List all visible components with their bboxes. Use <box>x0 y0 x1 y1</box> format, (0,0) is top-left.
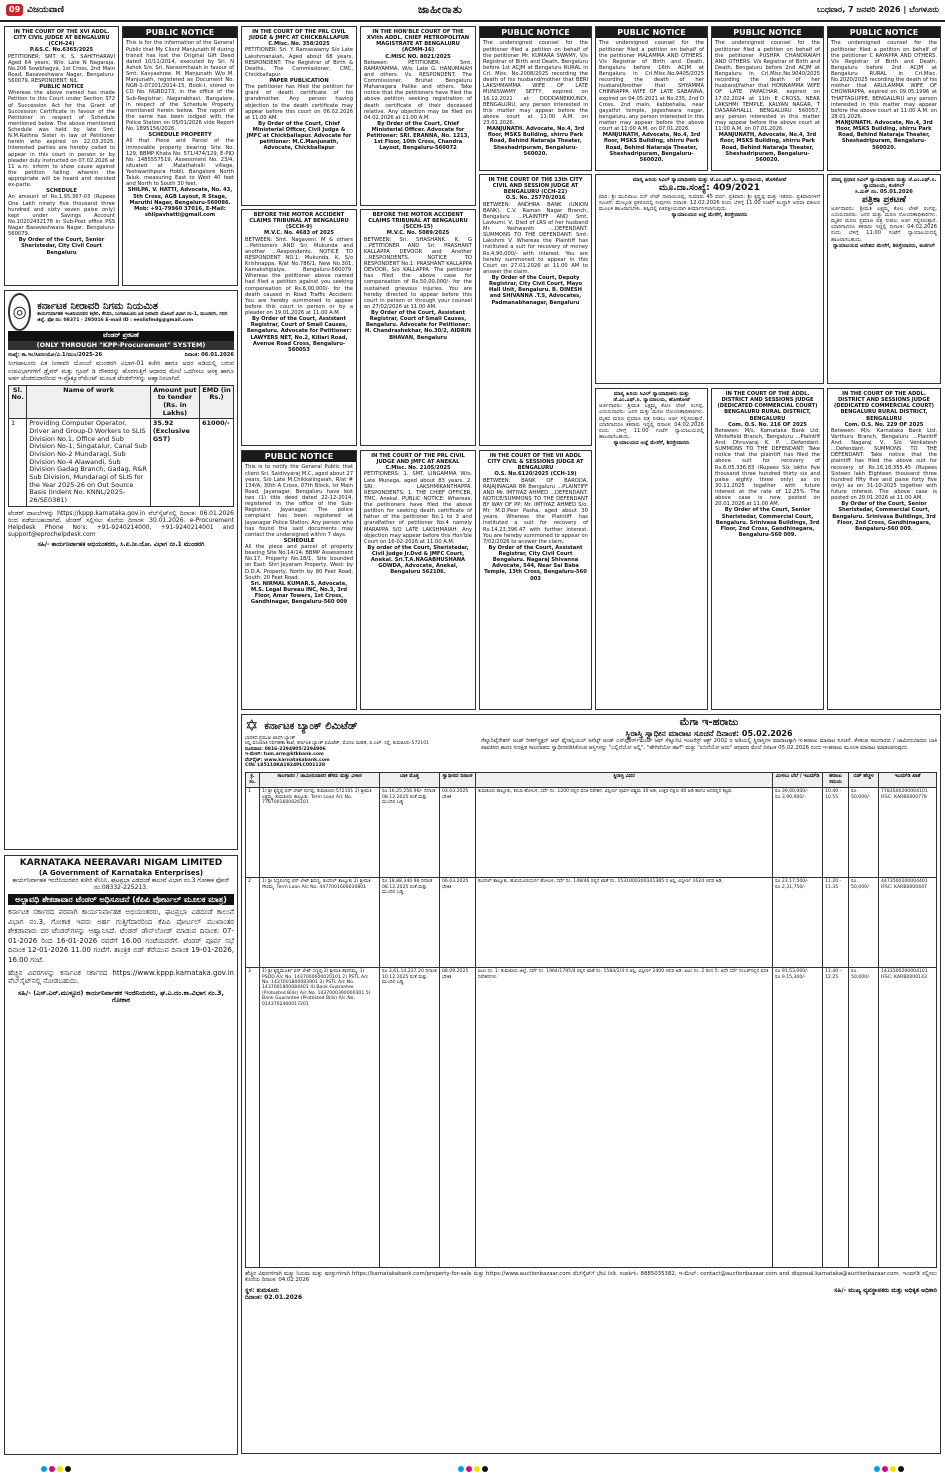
notice-sign: By Order of the Court, Senior Sheristedar, City Civil Court Bengaluru <box>18 237 105 256</box>
auction-title: ಮೆಗಾ ಇ-ಹರಾಜು <box>679 717 739 728</box>
table-cell: 35.92 (Exclusive GST) <box>150 419 199 506</box>
notice-body: This is for the information of the General Public that My Client Manjunath M during transit has lost the Original Gift Deed dated 10/11/2014, executed by Sri. N Ashok S/o. Sri. Narasimhaiah in favour of Smt. Kavyashree. M. Manjunath W/o M. Manjunath, registered as Document No. NGB-1-07201/2014-15, Book-I, stored in CD No. NGBD273, in the office of the Sub-Registrar, Nagarabhavi, Bangalore, in respect of the Schedule Property mentioned herein below. The report of the same has been lodged with the Police Station on 05/01/2026 vide Report No. 1895156/2026. <box>126 40 234 133</box>
case-number: O.S. No.6120/2025 (CCH-19) <box>494 471 577 478</box>
notice-body: This is to notify the General Public that client Sri. Saidivyaraj M.C, aged about 27 years, S/o Late M.Chikkalingaiah, R/at # 134/A, 30th A Cross, 07th Block, Ist Main Road, Jayanagar, Bengaluru have lost two (1) title deed dated 22-12-2014, registered in the office of the Sub-Registrar, Jayanagar. The police complaint has been registered at Jayanagar Police Station. Any person who has found the said documents may contact the undersigned within 7 days. <box>245 464 353 538</box>
registration-dot <box>458 1466 464 1472</box>
notice-title: PUBLIC NOTICE <box>480 27 591 38</box>
notice-sign: By Order of the Court, Assistant Registrar, City Civil Court Bengaluru. Nagaraj Shivanna Advocate, 544, Near Sai Baba Temple, 13th Cross, Bengaluru-560 003 <box>484 544 587 582</box>
registration-dot <box>882 1466 888 1472</box>
kannada-notice-mid <box>595 388 708 710</box>
kannada-press-notice <box>827 174 941 384</box>
court-name: BEFORE THE MOTOR ACCIDENT CLAIMS TRIBUNAL AT BENGALURU (SCCH-15) <box>368 212 468 231</box>
case-number: P.&S.C. No.6365/2025 <box>29 47 94 54</box>
registration-dot <box>474 1466 480 1472</box>
notice-body: PETITIONERS: 1. SMT. LINGAMMA W/o. Late Munega, aged about 83 years. 2. SRI. LAKSHMIKANTHAPPA. RESPONDENTS: 1. THE CHIEF OFFICER, TMC, Anekal. PUBLIC NOTICE: Whereas, the petitioners have filed the above petition for seeking death certificate of father of the petitioner No.1 to 3 and grandfather of petitioner No.4 namely MARAPPA S/O LATE LAKSHMAIAH. Any objection may appear before this Hon'ble Court on 16-02-2026 at 11:00 A.M. <box>364 471 472 545</box>
table-cell: ರೂ.18,88,340.96 ದಿನಾಂಕ 08.12.2025 ರಂತೆ ಮತ್ತು ಮುಂದಿನ ಬಡ್ಡಿ <box>380 878 440 968</box>
bank-name: ಕರ್ನಾಟಕ ಬ್ಯಾಂಕ್ ಲಿಮಿಟೆಡ್ <box>264 720 358 732</box>
notice-title: PUBLIC NOTICE <box>242 451 356 462</box>
table-cell: ರೂ.16,25,256.96/- ದಿನಾಂಕ 08.12.2025 ರಂತೆ ಮತ್ತು ಮುಂದಿನ ಬಡ್ಡಿ <box>380 788 440 878</box>
tender-table <box>8 385 234 507</box>
table-header: ಸ್ವಾಧೀನದ ದಿನಾಂಕ <box>440 773 476 788</box>
notice-title: ಪತ್ರಿಕಾ ಪ್ರಕಟಣೆ <box>862 195 906 206</box>
table-header: ಇಎಮ್‌ಡಿ ಖಾತೆ <box>879 773 937 788</box>
case-number: ಸಿ.ಮಿಸ್ ನಂ. 05.01.2026 <box>855 189 913 196</box>
case-number: M.V.C. No. 4683 of 2025 <box>263 230 335 237</box>
paper-publication-notice <box>241 26 357 206</box>
court-name: ಮಾನ್ಯ ಹಿರಿಯ ಸಿವಿಲ್ ನ್ಯಾಯಾಧೀಶರು ಮತ್ತು ಜೆ.ಎಂ.ಎಫ್.ಸಿ. ನ್ಯಾಯಾಲಯ, ಹೊಸಕೋಟೆ <box>632 177 787 183</box>
court-name: IN THE COURT OF THE 13th CITY CIVIL AND SESSION JUDGE AT BENGALURU (CCH-22) <box>488 177 583 196</box>
schedule-body: All the piece and parcel of property bearing Site No.14/14, BBMP Assessment No.17, Property No.18/1, Site bounded on East: Shri Jeyaram Property, West: by D.D.A. Property, North by 80 Feet Road, South: 20 Feet Road. <box>245 544 353 581</box>
bank-banner <box>245 717 475 736</box>
public-notice-2 <box>595 26 708 171</box>
notice-sign: Sri. NIRMAL KUMAR.S, Advocate, M.S. Legal Bureau INC, No.3, 3rd Floor, Amar Towers, 1st Cross, Gandhinagar, Bengaluru-560 009 <box>250 580 348 606</box>
registration-dot <box>466 1466 472 1472</box>
case-number: C.MISC NO. 8021/2025 <box>385 53 451 60</box>
knnl-tender-notice <box>4 290 238 850</box>
notice-body: The undersigned counsel for the petitioner filed a petition on behalf of the petitioner C RAYAPPA AND OTHERS. V/s Registrar of Birth and Death, Bengaluru before 2nd ACJM at Bengaluru RURAL in Crl.Misc. No.2020/2025 recording the death of his mother that ARULAMMA WIFE OF CHOWRAPPA, expired on 09.05.1996 at THATTAGUPPE, BENGALURU any person interested in this matter may appear before the above court at 11:00 A.M. on 28.01.2026. <box>831 40 937 120</box>
table-cell: ಕುಣಿಗಲ್ ತಾಲ್ಲೂಕು, ಹುಲಿಯೂರುದುರ್ಗ ಹೋಬಳಿ, ಸರ್ವೆ ನಂ. 148/46 ರಲ್ಲಿನ ಖಾತೆ ನಂ. 1531000200341385 ರ ಆಸ್ತಿ, ವಿಸ್ತೀರ್ಣ 1624 ಚದರ ಅಡಿ. <box>476 878 773 968</box>
registration-marks-left <box>40 1466 72 1474</box>
notice-parties: PETITIONER: Sri. Y. Ramaswamy S/o Late Lakshmanaiah, Aged about 68 years. RESPONDENT: The Registrar of Birth & Deaths, The Commissioner, CMC, Chickballapur. <box>245 47 353 78</box>
bank-star-logo-icon: ✡ <box>245 716 259 735</box>
notice-sign: By Order of the Court, Senior Sheristedar, Commercial Court, Bengaluru. Srinivasa Buildings, 3rd Floor, 2nd Cross, Gandhinagara, Bengaluru-560 009. <box>832 501 936 532</box>
tender-date: ದಿನಾಂಕ: 06.01.2026 <box>184 352 234 359</box>
registration-dot <box>482 1466 488 1472</box>
table-header: ಬಾಕಿ ಮೊತ್ತ <box>380 773 440 788</box>
case-number: C.Misc. No. 2105/2025 <box>385 465 451 472</box>
schedule-body: All that Piece and Parcel of the immovable property bearing Site No. 129, BBMP Khata No. 571/474/129, E-PID No. 1485557519, Assessment No. 23/4, situated at Malathahalli village, Yeshwanthpura Hobli, Bangalore North Taluk, measuring East to West 40 feet and North to South 30 feet. <box>126 138 234 188</box>
table-header: ಸ್ಥಿರಾಸ್ತಿ ವಿವರ <box>476 773 773 788</box>
case-number: Com. O.S. No. 216 OF 2025 <box>728 421 807 428</box>
case-number: ಮೂ.ದಾ.ಸಂಖ್ಯೆ: 409/2021 <box>659 183 760 194</box>
notice-body: The undersigned counsel for the petitioner filed a petition on behalf of the petitioner MALAMMA AND OTHERS. V/s Registrar of Birth and Death, Bengaluru before 16th ACJM at Bengaluru in Crl.Misc.No.9405/2025 recording the death of her husband/brother that SHYAMMA CHINNAPPA WIFE OF LATE SABANNA, expired on 04.05.2021 at No.235, 2nd D Cross, 2nd main, kabbehalla, near gayathri temple, jogeshwara nagar, bengaluru, any person interested in this matter may appear before the above court at 11:00 A.M. on 07.01.2026. <box>599 40 704 133</box>
table-header: ಬಿಡ್ ಹೆಚ್ಚಳ <box>849 773 879 788</box>
table-cell: 1 <box>9 419 27 506</box>
schedule-title: SCHEDULE <box>283 537 315 544</box>
case-number: Com. O.S. No. 229 OF 2025 <box>844 421 924 428</box>
bank-tagline: ಭಾರತದ ಪ್ರಮುಖ ಖಾಸಗಿ ಬ್ಯಾಂಕ್ <box>245 735 296 741</box>
notice-title: PAPER PUBLICATION <box>269 78 329 84</box>
org-name: KARNATAKA NEERAVARI NIGAM LIMITED <box>19 858 223 868</box>
table-cell: 61000/- <box>200 419 234 506</box>
anekal-notice <box>360 450 476 710</box>
lost-deed-notice <box>122 26 238 286</box>
table-cell: 4473500200004401 IFSC: KARB0000447 <box>879 878 937 968</box>
notice-sign: By Order of the Court, Chief Ministerial Officer, Civil Judge & JMFC at Chickballapur. Advocate for petitioner: M.C.Manjunath, Advocate, Chickballapur <box>246 120 352 152</box>
notice-parties: PETITIONER: SMT. K. S. SAHITHARAVI Aged 64 years, W/o. Late N Nagaraja, No.206 Sowbhagya, 1st Cross, 2nd Main Road, Basaveshwara Nagar, Bengaluru-560079. RESPONDENT: NIL <box>8 53 115 84</box>
court-name: IN THE COURT OF THE PRL CIVIL JUDGE & JMFC AT CHICKBALLAPUR <box>248 29 350 42</box>
table-header: Sl. No. <box>9 385 27 419</box>
registration-dot <box>65 1466 71 1472</box>
court-name: IN THE COURT OF THE VII ADDL CITY CIVIL & SESSIONS JUDGE AT BENGALURU <box>487 453 584 472</box>
table-header: ಹರಾಜು ಸಮಯ <box>823 773 849 788</box>
bank-email: ಇ-ಮೇಲ್: tum.arm@ktkbank.com <box>245 752 324 758</box>
kannada-court-notice <box>595 174 824 384</box>
table-header: ಕ್ರ. ಸಂ. <box>246 773 260 788</box>
succession-notice <box>4 26 119 286</box>
table-header: Amount put to tender (Rs. in Lakhs) <box>150 385 199 419</box>
print-registration-marks <box>0 1466 945 1474</box>
notice-sign: ನ್ಯಾಯಾಲಯದ ಆದೇಶದ ಮೇರೆಗೆ, ಶಿರಸ್ತೇದಾರರು, ಕುಣಿಗಲ್ <box>833 242 935 249</box>
table-header: ಸಾಲಗಾರರ / ಜಾಮೀನುದಾರರ ಹೆಸರು ಮತ್ತು ವಿಳಾಸ <box>260 773 380 788</box>
registration-dot <box>57 1466 63 1472</box>
table-cell: ಐಟಂ ನಂ. 1: ತುಮಕೂರು ಜಿಲ್ಲೆ, ಸರ್ವೆ ನಂ. 1964/1795/4 ರಲ್ಲಿನ ಖಾತೆ ನಂ. 1584/2/4 ರ ಆಸ್ತಿ, ವಿಸ್ತೀರ್ಣ 2400 ಚದರ ಅಡಿ. ಐಟಂ ನಂ. 2 ರಿಂದ 5: ಅದೇ ಸರ್ವೆ ನಂಬರ್‌ನಲ್ಲಿನ ವಸತಿ ನಿವೇಶನಗಳು. <box>476 968 773 1268</box>
notice-sign: By Order of the Court, Assistant Registrar, Court of Small Causes, Bengaluru. Advocate for Petitioner: H. Chandrashekhar, No.30/2, AIDRIN BHAVAN, Bengaluru <box>365 310 471 341</box>
acmm-notice <box>360 26 476 206</box>
notice-sign: SHILPA. V. HATTI, Advocate, No. 43, 5th Cross, AGB Layout, R Stage, Maruthi Nagar, Bengaluru-560086. Mob: +91-79960 37016, E-Mail: shilpavhatti@gmail.com <box>127 187 233 218</box>
table-cell: ತುಮಕೂರು ತಾಲ್ಲೂಕು, ಕಸಬಾ ಹೋಬಳಿ, ಸರ್ವೆ ನಂ. 1200 ರಲ್ಲಿನ ವಸತಿ ನಿವೇಶನ, ವಿಸ್ತೀರ್ಣ ಪೂರ್ವ-ಪಶ್ಚಿಮ 30 ಅಡಿ, ಉತ್ತರ-ದಕ್ಷಿಣ 40 ಅಡಿ ಹಾಗೂ ಅದರಲ್ಲಿನ ಕಟ್ಟಡ. <box>476 788 773 878</box>
notice-body: The undersigned counsel for the petitioner filed a petition on behalf of the petitioner Mr. KUMARA SWAMY, V/s Registrar of Birth and Death, Bengaluru before 1st ACJM at Bengaluru RURAL in Crl. Misc. No.2008/2025 recording the death of his husband/mother that BERI LAKSHMAMMA WIFE OF LATE MUNISWAMY SETTY, expired on 16.12.2021 at DODDANEKKUNDI, BENGALURU, any person interested in this matter may appear before the above court at 11:00 A.M. on 23.01.2026. <box>483 40 588 127</box>
table-row <box>246 878 937 968</box>
tender-body: ಸಿಂಗಟಾಲೂರು ಏತ ನೀರಾವರಿ ಯೋಜನೆ ಮುಂಡರಗಿ ವಿಭಾಗ-01 ಕಚೇರಿ ಹಾಗೂ ಅದರ ಅಡಿಯಲ್ಲಿ ಬರುವ ಉಪವಿಭಾಗಗಳಿಗೆ ಡ್ರೈವರ್ ಮತ್ತು ಗ್ರೂಪ್ ಡಿ ನೌಕರರನ್ನು ಹೊರಗುತ್ತಿಗೆ ಆಧಾರದ ಮೇಲೆ ಒದಗಿಸಲು ಆಸಕ್ತ ಹಾಗೂ ಅರ್ಹ ಟೆಂಡರುದಾರರಿಂದ ಇ-ಪ್ರೊಕ್ಯೂರ್‌ಮೆಂಟ್ ಮೂಲಕ ಟೆಂಡರ್‌ಗಳನ್ನು ಆಹ್ವಾನಿಸಲಾಗಿದೆ. <box>8 360 234 382</box>
notice-body: BETWEEN: ANDHRA BANK (UNION BANK), C.V. Raman Nagar Branch, Bengaluru ...PLAINTIFF AND Smt. Lavkumi. V, Died of LRS of her husband Mr. Yeshwanth ...DEFENDANT. SUMMONS TO THE DEFENDANT: Smt. Lakshmi V. Whereas the Plaintiff has instituted a suit for recovery of money Rs.4,90,000/- with interest. You are hereby summoned to appear in this Court on 27.01.2026 at 11.00 AM to answer the claim. <box>483 201 588 275</box>
auction-date: ದಿನಾಂಕ: 02.01.2026 <box>245 1293 303 1301</box>
auction-sign: ಸಹಿ/- ಮುಖ್ಯ ವ್ಯವಸ್ಥಾಪಕರು ಮತ್ತು ಅಧಿಕೃತ ಅಧಿಕಾರಿ <box>834 1286 937 1294</box>
auction-place: ಸ್ಥಳ: ತುಮಕೂರು <box>245 1286 279 1294</box>
case-number: C.Misc. No. 358/2025 <box>268 41 330 48</box>
brand <box>6 4 64 15</box>
notice-body: The petitioner has filed the petition for grant of death certificate of his grandmother. Any person having objection to the death certificate may appear before this court on 06.02.2026 at 11.00 AM. <box>245 84 353 121</box>
court-name: IN THE COURT OF THE ADDL. DISTRICT AND SESSIONS JUDGE (DEDICATED COMMERCIAL COURT) BENGALURU RURAL DISTRICT, BENGALURU <box>833 391 935 422</box>
tender-footer: ಹೆಚ್ಚಿನ ವಿವರಗಳನ್ನು ಕರ್ನಾಟಕ ಸರ್ಕಾರದ https://www.kppp.karnataka.gov.in ವೆಬ್‌ಸೈಟ್‌ನಲ್ಲಿ ನೋಡಬಹುದು. <box>8 969 234 986</box>
registration-dot <box>41 1466 47 1472</box>
table-cell: 1) ಶ್ರೀ ಕೃಷ್ಣಮೂರ್ತಿ ಬಿನ್ ಲೇಟ್ ಸಣ್ಣಪ್ಪ 2) ಶ್ರೀಮತಿ ಶಾರದಮ್ಮ. 1) PSOD A/c No. 1437000600020101 2) PSTL A/c No. 1437001800083901 3) PSTL A/c No. 1437001800084401 4) Bank Guarantee (Protested Bills) A/c No. 1437000390000301 5) Bank Guarantee (Protested Bills) A/c No. 0143702400017201 <box>260 968 380 1268</box>
notice-sign: By Order of the Court, Senior Sheristedar, Commercial Court, Bengaluru. Srinivasa Buildings, 3rd Floor, 2nd Cross, Gandhinagara, Bengaluru-560 009. <box>715 507 820 538</box>
notice-body: The undersigned counsel for the petitioner filed a petition on behalf of the petitioner PUSHPA CHANDRAIAH AND OTHERS. V/s Registrar of Birth and Death, Bengaluru before 2nd ACJM at Bengaluru in Crl.Misc.No.9040/2025 recording the death of her husband/father that HONNAMMA WIFE OF LATE PAPACHAR, expired on 17.02.2024 at 11th E CROSS, NEAR LAKSHMI TEMPLE, KALYAN NAGAR, T DASARAHALLI, BENGALURU 560057, any person interested in this matter may appear before the above court at 11:00 A.M. on 07.01.2026. <box>715 40 820 133</box>
knnl-emblem-icon: ◎ <box>8 293 31 331</box>
court-name: BEFORE THE MOTOR ACCIDENT CLAIMS TRIBUNAL AT BENGALURU (SCCH-9) <box>249 212 349 231</box>
auction-table <box>245 772 937 1268</box>
notice-title: PUBLIC NOTICE <box>828 27 940 38</box>
notice-title: PUBLIC NOTICE <box>123 27 237 38</box>
table-cell: ರೂ.3,61,14,237.20 ದಿನಾಂಕ 10.12.2025 ರಂತೆ ಮತ್ತು ಮುಂದಿನ ಬಡ್ಡಿ <box>380 968 440 1268</box>
masthead <box>0 0 945 22</box>
table-cell: Providing Computer Operator, Driver and Group-D Workers to SLIS Division No.1, Office and Sub Division No-1, Singatalur, Canal Sub Division No-2 Mundaragi, Sub Division No-4 Alawandi, Sub Division Gadag Branch, Gadag, R&R Sub Division, Mundaragi of SLIS for the Year 2025-26 on Out Source Basis (Indent No. KNNL/2025-26/SE0381) <box>27 419 151 506</box>
table-cell: 1 <box>246 788 260 878</box>
knnl-short-tender <box>4 855 238 1455</box>
table-cell: ರೂ. 50,000/- <box>849 878 879 968</box>
table-cell: ರೂ.39,00,000/- ರೂ.3,90,000/- <box>773 788 823 878</box>
kpp-strip: (ONLY THROUGH "KPP-Procurement" SYSTEM) <box>8 341 234 351</box>
commercial-court-229 <box>827 388 941 710</box>
registration-marks-center <box>457 1466 489 1474</box>
knnl-banner <box>8 293 234 331</box>
tender-sign: ಸಹಿ/- ಕಾರ್ಯನಿರ್ವಾಹಕ ಅಭಿಯಂತರರು, ಸಿ.ಏ.ನೀ.ಯೋ. ವಿಭಾಗ ನಂ.1 ಮುಂಡರಗಿ <box>37 540 205 548</box>
schedule-title: SCHEDULE PROPERTY <box>148 132 212 139</box>
registration-dot <box>890 1466 896 1472</box>
notice-body: ಅರ್ಜಿದಾರರು: ಶ್ರೀಮತಿ ಲಕ್ಷ್ಮಮ್ಮ ಕೋಂ ಲೇಟ್ ರಂಗಪ್ಪ. ಎದುರುದಾರರು: ಜನನ ಮತ್ತು ಮರಣ ನೋಂದಣಾಧಿಕಾರಿಗಳು. ಮೃತರ ಮರಣ ಪ್ರಮಾಣ ಪತ್ರ ನೀಡಲು ಅರ್ಜಿ ಸಲ್ಲಿಸಿರುತ್ತಾರೆ. ಯಾರಿಗಾದರೂ ತಕರಾರು ಇದ್ದಲ್ಲಿ ದಿನಾಂಕ: 04.02.2026 ರಂದು ಬೆಳಿಗ್ಗೆ 11.00 ಗಂಟೆಗೆ ನ್ಯಾಯಾಲಯದಲ್ಲಿ ಹಾಜರಾಗಬಹುದು. <box>599 403 704 440</box>
org-name: ಕರ್ನಾಟಕ ನೀರಾವರಿ ನಿಗಮ ನಿಯಮಿತ <box>37 300 159 312</box>
table-cell: 10.40 - 10.55 <box>823 788 849 878</box>
notice-sign: By Order of the Court, Deputy Registrar, City Civil Court, Mayo Hall Unit, Bengaluru. B. DINESH and SHIVANNA .T.S, Advocates, Padmanabhanagar, Bengaluru <box>488 275 583 306</box>
registration-dot <box>49 1466 55 1472</box>
notice-sign: MANJUNATH, Advocate, No.4, 3rd floor, MSKS Building, shirru Park Road, Behind Nataraja Theater, Sheshadripuram, Bengaluru-560020. <box>718 132 817 163</box>
tender-footer: ಟೆಂಡರ್ ದಾಖಲೆಗಳನ್ನು https://kppp.karnataka.gov.in ವೆಬ್‌ಸೈಟ್‌ನಲ್ಲಿ ದಿನಾಂಕ: 06.01.2026 ರಿಂದ ಪಡೆಯಬಹುದಾಗಿದೆ. ಟೆಂಡರ್ ಸಲ್ಲಿಸಲು ಕೊನೆಯ ದಿನಾಂಕ: 30.01.2026. e-Procurement Helpdesk Phone No's: +91-9240214000, +91-9240214001 and support@eprochelpdesk.com <box>8 509 234 538</box>
issue-date: ಬುಧವಾರ, 7 ಜನವರಿ 2026 | ಬೆಂಗಳೂರು <box>816 5 939 15</box>
notice-title: PUBLIC NOTICE <box>596 27 707 38</box>
table-cell: 7783500200004101 IFSC: KARB0000778 <box>879 788 937 878</box>
registration-dot <box>898 1466 904 1472</box>
karnataka-bank-auction <box>241 714 941 1454</box>
public-notice-1 <box>479 26 592 171</box>
schedule-title: SCHEDULE <box>46 188 77 195</box>
case-number: M.V.C. No. 5089/2025 <box>386 230 450 237</box>
notice-body: ವಾದಿ: ಶ್ರೀ ಮುನಿರಾಜು ಬಿನ್ ಲೇಟ್ ನಾರಾಯಣಪ್ಪ, ಸುಮಾರು 45 ವರ್ಷ. ಪ್ರತಿವಾದಿ: ಶ್ರೀ ಕೃಷ್ಣಪ್ಪ ಮತ್ತು ಇತರರು. ಪ್ರತಿವಾದಿಗಳಿಗೆ ಸೂಚನೆ: ಮೇಲ್ಕಂಡ ಪ್ರಕರಣದಲ್ಲಿ ನೀವುಗಳು ದಿನಾಂಕ: 12.02.2026 ರಂದು ಬೆಳಿಗ್ಗೆ 11.00 ಗಂಟೆಗೆ ಖುದ್ದಾಗಿ ಅಥವಾ ವಕೀಲರ ಮೂಲಕ ಹಾಜರಾಗಬೇಕು. ತಪ್ಪಿದಲ್ಲಿ ಏಕಪಕ್ಷೀಯವಾಗಿ ತೀರ್ಮಾನಿಸಲಾಗುವುದು. <box>599 193 820 212</box>
table-cell: 1433500200004101 IFSC: KARB0000143 <box>879 968 937 1268</box>
court-name: IN THE HON'BLE COURT OF THE XVIth ADDL. CHIEF METROPOLITAN MAGISTRATE AT BENGALURU (ACMM-16) <box>366 29 470 54</box>
table-cell: ರೂ.91,53,000/- ರೂ.9,15,300/- <box>773 968 823 1268</box>
table-header: EMD (in Rs.) <box>200 385 234 419</box>
table-cell: 1) ಶ್ರೀ ಕೃಷ್ಣಪ್ಪ ಬಿನ್ ಲೇಟ್ ರಂಗಪ್ಪ, ತುಮಕೂರು-572101 2) ಶ್ರೀಮತಿ ಲಕ್ಷ್ಮಮ್ಮ, ತುಮಕೂರು ತಾಲ್ಲೂಕು. Term Loan A/c No. 7787001600026101 <box>260 788 380 878</box>
notice-sign: MANJUNATH. Advocate, No.4, 3rd floor, MSKS Building, shirru Park Road, Behind Nataraja Theater, Sheshadripuram, Bengaluru-560020. <box>486 126 585 157</box>
org-address: ಕಾರ್ಯನಿರ್ವಾಹಕ ಇಂಜಿನಿಯರವರ ಕಛೇರಿ, ಕೆನಿನಿನಿ, ಸಿಂಗಟಾಲೂರು ಏತ ನೀರಾವರಿ ಯೋಜನೆ ವಿಭಾಗ ನಂ-1, ಮುಂಡರಗಿ, ಗದಗ ಜಿಲ್ಲೆ. ಫೋ ನಂ: 08371 - 295016 E-mail ID : eeslisfmdg@gmail.com <box>37 312 228 323</box>
mact-notice-1 <box>241 209 357 446</box>
bank-cin: CIN: L85110KA1924PLC001128 <box>245 762 326 768</box>
lost-title-deed-notice <box>241 450 357 710</box>
tender-body: ಕರ್ನಾಟಕ ಸರ್ಕಾರದ ಪರವಾಗಿ ಕಾರ್ಯನಿರ್ವಾಹಕ ಅಭಿಯಂತರರು, ಘಟಪ್ರಭಾ ಎಡದಂಡೆ ಕಾಲುವೆ ವಿಭಾಗ ನಂ.3, ಗೋಕಾಕ ಇವರು ಅರ್ಹ ಗುತ್ತಿಗೆದಾರರಿಂದ ಕೆಪಿಪಿ ಪೋರ್ಟಲ್ ಮುಖಾಂತರ ಶೇಕಡಾವಾರು ದರ ಟೆಂಡರ್‌ಗಳನ್ನು ಆಹ್ವಾನಿಸಿದೆ. ಟೆಂಡರ್ ಡೌನ್‌ಲೋಡ್ ಮಾಡುವ ದಿನಾಂಕ: 07-01-2026 ರಿಂದ 16-01-2026 ರವರೆಗೆ 16.00 ಗಂಟೆಯವರೆಗೆ. ಟೆಂಡರ್ ಪೂರ್ವ ಸಭೆ ದಿನಾಂಕ 12-01-2026 11.00 ಗಂಟೆಗೆ. ತಾಂತ್ರಿಕ ಬಿಡ್ ತೆರೆಯುವ ದಿನಾಂಕ 19-01-2026, 16.00 ಗಂಟೆ. <box>8 908 234 964</box>
table-cell: 08.09.2025 ಭೌತಿಕ <box>440 968 476 1268</box>
commercial-court-216 <box>711 388 824 710</box>
notice-body: Between: M/s. Karnataka Bank Ltd, Varthuru Branch, Bengaluru ...Plaintiff And: Nagaraj V, S/o Venkatesh ...Defendant. SUMMONS TO THE DEFENDANT: Take notice that the plaintiff has filed the above suit for recovery of Rs.16,18,355.45 (Rupees Sixteen lakh Eighteen thousand three hundred fifty five and paise forty five only) as on 31-10-2025 together with future interest. The above case is posted on 20.01.2026 at 11.00 AM. <box>831 427 937 502</box>
court-name: IN THE COURT OF THE PRL CIVIL JUDGE AND JMFC AT ANEKAL <box>371 453 465 466</box>
tender-strip: ಟೆಂಡರ್ ಪ್ರಕಟಣೆ <box>8 331 234 341</box>
notice-body: Between: M/s. Karnataka Bank Ltd, Whitefield Branch, Bengaluru ...Plaintiff And: Dhruvaraj K. P. ...Defendant. SUMMONS TO THE DEFENDANT: Take notice that the plaintiff has filed the above suit for recovery of Rs.6,05,336.83 (Rupees Six lakhs five thousand three hundred thirty six and paise eighty three only) as on 30.11.2025 together with future interest at the rate of 12.25%. The above case is now posted on 20.01.2026 at 11.00 AM. <box>715 427 820 508</box>
table-cell: 11.40 - 12.25 <box>823 968 849 1268</box>
table-cell: 3 <box>246 968 260 1268</box>
registration-marks-right <box>873 1466 905 1474</box>
table-cell: 11.20 - 11.35 <box>823 878 849 968</box>
notice-body: BETWEEN: BANK OF BARODA, RAJAJINAGAR BR Bengaluru ...PLAINTIFF AND Mr. IMTIYAZ AHMED ...DEFENDANT. NOTICE/SUMMONS TO THE DEFENDANT BY WAY OF PP: Mr. IMTIYAZ AHMED S/o. Mr. M.D.Peer Pasha, aged about 30 years. Whereas the Plaintiff has instituted a suit for recovery of Rs.14,23,396.47 with further interest. You are hereby summoned to appear on 7/02/2026 to answer the claim. <box>483 477 588 545</box>
notice-sign: MANJUNATH. Advocate, No.4, 3rd floor, MSKS Building, shirru Park Road, Behind Nataraja Theater, Sheshadripuram, Bengaluru-560020. <box>835 120 933 151</box>
table-cell: 2 <box>246 878 260 968</box>
table-cell: 03.03.2025 ಭೌತಿಕ <box>440 788 476 878</box>
notice-body: ಅರ್ಜಿದಾರರು: ಶ್ರೀಮತಿ ಲಕ್ಷ್ಮಮ್ಮ ಕೋಂ ಲೇಟ್ ರಂಗಪ್ಪ. ಎದುರುದಾರರು: ಜನನ ಮತ್ತು ಮರಣ ನೋಂದಣಾಧಿಕಾರಿಗಳು. ಮೃತರ ಮರಣ ಪ್ರಮಾಣ ಪತ್ರ ನೀಡಲು ಅರ್ಜಿ ಸಲ್ಲಿಸಿರುತ್ತಾರೆ. ಯಾರಿಗಾದರೂ ತಕರಾರು ಇದ್ದಲ್ಲಿ ದಿನಾಂಕ: 04.02.2026 ರಂದು ಬೆಳಿಗ್ಗೆ 11.00 ಗಂಟೆಗೆ ನ್ಯಾಯಾಲಯದಲ್ಲಿ ಹಾಜರಾಗಬಹುದು. <box>831 205 937 243</box>
table-cell: 1) ಶ್ರೀ ಸಿದ್ದಲಿಂಗಪ್ಪ ಬಿನ್ ಲೇಟ್ ಶಿವಣ್ಣ, ಕುಣಿಗಲ್ ತಾಲ್ಲೂಕು 2) ಶ್ರೀಮತಿ ಗೌರಮ್ಮ. Term Loan A/c No. 4477001600030801 <box>260 878 380 968</box>
civil-court-summons <box>479 174 592 446</box>
notice-sign: MANJUNATH, Advocate, No.4, 3rd floor, MSKS Building, shirru Park Road, Behind Nataraja Theater, Sheshadripuram, Bengaluru-560020. <box>602 132 701 163</box>
notice-sign: By order of the Court, Sheristedar, Civil Judge Jr.Dvd & JMFC Court, Anekal. Sri.T.A.NAGABHUSHANA GOWDA, Advocate, Anekal, Bengaluru 562106. <box>367 544 469 576</box>
org-subtitle: (A Government of Karnataka Enterprises) <box>38 868 204 877</box>
bank-phone: ದೂರವಾಣಿ: 0816-2294905/2294906 <box>245 746 326 752</box>
notice-title: PUBLIC NOTICE <box>712 27 823 38</box>
court-name: IN THE COURT OF THE XVI ADDL. CITY CIVIL JUDGE AT BENGALURU (CCH-24) <box>13 29 110 48</box>
table-cell: ರೂ. 50,000/- <box>849 968 879 1268</box>
notice-body: Between: PETITIONER: Smt. RAMAYAMMA, W/o. Late G. HANUMAIAH and others. Vs. RESPONDENT: The Commissioner, Bruhat Bengaluru Mahanagara Palike and others. Take notice that the petitioners have filed the above petition seeking registration of death certificate of their deceased relative. Any objection may be filed on 04.02.2026 at 11.00 A.M. <box>364 59 472 121</box>
org-address: ಕಾರ್ಯನಿರ್ವಾಹಕ ಇಂಜಿನಿಯರವರ ಕಚೇರಿ ಕೆನಿನಿನಿ, ಘಟಪ್ರಭಾ ಎಡದಂಡೆ ಕಾಲುವೆ ವಿಭಾಗ ನಂ.3 ಗೋಕಾಕ ಫೋನ್ ನಂ.08332-225213. <box>12 876 230 891</box>
table-row <box>9 419 234 506</box>
public-notice-4 <box>827 26 941 171</box>
bank-website: ವೆಬ್‌ಸೈಟ್: www.karnatakabank.com <box>245 757 330 763</box>
table-header: ಮೀಸಲು ಬೆಲೆ / ಇಎಮ್‌ಡಿ <box>773 773 823 788</box>
section-title: ಜಾಹೀರಾತು <box>417 2 463 16</box>
auction-intro: ಸೆಕ್ಯೂರಿಟೈಸೇಶನ್ ಅಂಡ್ ರೀಕನ್‌ಸ್ಟ್ರಕ್ಷನ್ ಆಫ್ ಫೈನಾನ್ಷಿಯಲ್ ಅಸೆಟ್ಸ್ ಅಂಡ್ ಎನ್‌ಫೋರ್ಸ್‌ಮೆಂಟ್ ಆಫ್ ಸೆಕ್ಯೂರಿಟಿ ಇಂಟರೆಸ್ಟ್ ಆಕ್ಟ್ 2002 ರ ಅಡಿಯಲ್ಲಿ ಸ್ಥಿರಾಸ್ತಿಗಳ ಮಾರಾಟಕ್ಕಾಗಿ ಇ-ಹರಾಜು ಮಾರಾಟ ಸೂಚನೆ. ಕೆಳಕಂಡ ಸಾಲಗಾರರು / ಜಾಮೀನುದಾರರು ಬಾಕಿ ಪಾವತಿಸದ ಕಾರಣ ಸುರಕ್ಷಿತ ಸಾಲದಾತರು ಸ್ವಾಧೀನಪಡಿಸಿಕೊಂಡ ಆಸ್ತಿಗಳನ್ನು "ಎಲ್ಲಿದೆಯೋ ಅಲ್ಲಿ", "ಹೇಗಿದೆಯೋ ಹಾಗೆ" ಮತ್ತು "ಏನಿದೆಯೋ ಅದು" ಆಧಾರದ ಮೇಲೆ ದಿನಾಂಕ 05.02.2026 ರಂದು ಇ-ಹರಾಜು ಮೂಲಕ ಮಾರಾಟ ಮಾಡಲಾಗುವುದು. <box>481 738 937 751</box>
court-name: ಮಾನ್ಯ ಪ್ರಧಾನ ಸಿವಿಲ್ ನ್ಯಾಯಾಧೀಶರು ಮತ್ತು ಜೆ.ಎಂ.ಎಫ್.ಸಿ. ನ್ಯಾಯಾಲಯ, ಕುಣಿಗಲ್ <box>831 177 937 190</box>
mact-notice-2 <box>360 209 476 446</box>
public-notice-3 <box>711 26 824 171</box>
tender-ref: ಸಂಖ್ಯೆ: ಕಾ.ಇಂ/ಸಿಏನೀಯೋ/ವಿ.1/ಮುಂ/2025-26 <box>8 352 103 359</box>
schedule-body: An amount of Rs.1,95,367-03 (Rupees One Lakh ninety five thousand three hundred and sixty seven paise only) kept under Savings Account No.10202432178 in Sub-Post office PSS Nagar Basaveshwara Nagar, Bengaluru-560079. <box>8 194 115 238</box>
notice-body: Whereas the above named has made Petition to this Court under Section 372 of Succession Act for the Grant of Succession Certificate in favour of the Petitioner in respect of Schedule mentioned below. The above mentioned Schedule was held by late Smt. N.M.Rathna Sister in law of Petitioner herein who expired on 22.03.2025. Interested parties are hereby called to appear in this court in person or by pleader duly instructed on 07.02.2026 at 11 a.m. inform to show cause against the petition failing wherein the appropriate will be heard and decided ex-parte. <box>8 90 115 189</box>
table-header: Name of work <box>27 385 151 419</box>
notice-sign: ನ್ಯಾಯಾಲಯದ ಆಜ್ಞೆ ಮೇರೆಗೆ, ಶಿರಸ್ತೇದಾರರು <box>613 440 690 446</box>
paper-name: ವಿಜಯವಾಣಿ <box>27 4 64 15</box>
notice-sign: By Order of the Court, Chief Ministerial Officer. Advocate for Petitioner: SRI. ERANNA, No. 1213, 1st Floor, 10th Cross, Chandra Layout, Bengaluru-560072 <box>366 120 470 152</box>
court-name: IN THE COURT OF THE ADDL. DISTRICT AND SESSIONS JUDGE (DEDICATED COMMERCIAL COURT) BENGALURU RURAL DISTRICT, BENGALURU <box>717 391 818 422</box>
notice-sign: By Order of the Court, Assistant Registrar, Court of Small Causes, Bengaluru. Advocate for Petitioner: LAWYERS NET, No.2, Killari Road, Avenue Road Cross, Bengaluru-560053 <box>246 316 352 353</box>
auction-footer: ಹೆಚ್ಚಿನ ವಿವರಗಳಿಗಾಗಿ ಮತ್ತು ನಿಯಮ ಮತ್ತು ಷರತ್ತುಗಳಿಗಾಗಿ https://karnatakabank.com/property-for-sale ಮತ್ತು https://www.auctionbazaar.com ವೆಬ್‌ಸೈಟ್‌ಗೆ ಭೇಟಿ ನೀಡಿ. ಸಂಪರ್ಕಿಸಿ: 8885035382, ಇ-ಮೇಲ್: contact@auctionbazaar.com and disposal.karnataka@auctionbazaar.com. ಇಎಮ್‌ಡಿ ಸಲ್ಲಿಸಲು ಕೊನೆಯ ದಿನಾಂಕ: 04.02.2026 <box>245 1271 937 1284</box>
bob-summons <box>479 450 592 710</box>
table-row <box>246 788 937 878</box>
table-cell: ರೂ.23,17,500/- ರೂ.2,31,750/- <box>773 878 823 968</box>
table-cell: 06.03.2025 ಭೌತಿಕ <box>440 878 476 968</box>
auction-subtitle: ಸ್ಥಿರಾಸ್ತಿ ಸ್ವಾಧೀನ ಮಾರಾಟ ಸೂಚನೆ ದಿನಾಂಕ: 05.02.2026 <box>625 728 793 738</box>
registration-dot <box>874 1466 880 1472</box>
table-row <box>246 968 937 1268</box>
court-name: ಮಾನ್ಯ ಹಿರಿಯ ಸಿವಿಲ್ ನ್ಯಾಯಾಧೀಶರು ಮತ್ತು ಜೆ.ಎಂ.ಎಫ್.ಸಿ. ನ್ಯಾಯಾಲಯ, ಹೊಸಕೋಟೆ <box>613 391 690 404</box>
tender-sign: ಸಹಿ/- (ಎಸ್.ಎನ್.ಮುಳ್ಳೂರ) ಕಾರ್ಯನಿರ್ವಾಹಕ ಇಂಜಿನಿಯರರು, ಘ.ಎ.ದಂ.ಕಾ.ವಿಭಾಗ ನಂ.3, ಗೋಕಾಕ <box>17 988 225 1005</box>
notice-body: BETWEEN: Smt. Nagaveni. M & others ...Petitioners AND Sri. Mukunda and another ...Respondents. NOTICE TO RESPONDENT NO.1: Mukunda. K, S/o Krishnappa, R/at No.786/1, New No.301, Kamakshipalya, Bengaluru-560079. Whereas the petitioner above named had filed a petition against you seeking compensation of Rs.6,00,000/- for the death caused in Road Traffic Accident. You are hereby summoned to appear before this court in person or by a pleader on 19.01.2026 at 11.00 A.M. <box>245 236 353 316</box>
notice-sign: ನ್ಯಾಯಾಲಯದ ಆಜ್ಞೆ ಮೇರೆಗೆ, ಶಿರಸ್ತೇದಾರರು <box>671 212 748 219</box>
table-cell: ರೂ. 50,000/- <box>849 788 879 878</box>
tender-title: ಅಲ್ಪಾವಧಿ ಶೇಕಡಾವಾರ ಟೆಂಡರ್ ಅಧಿಸೂಚನೆ (ಕೆಪಿಪಿ ಪೋರ್ಟಲ್ ಮೂಲಕ ಮಾತ್ರ) <box>8 894 234 905</box>
notice-body: BETWEEN: Sri. SHASHANK. K. G ...PETITIONER AND Sri. PRASHANT KALLAPPA DEVOOR and Another ...RESPONDENTS. NOTICE TO RESPONDENT No.1: PRASHANT KALLAPPA DEVOOR, S/o KALLAPPA. The petitioner has filed the above case for compensation of Rs.50,00,000/- for the sustained grievous injuries. You are hereby directed to appear before this court in person or through your counsel on 27/02/2026 at 11.00 AM. <box>364 236 472 310</box>
bank-address: ಆಸ್ತಿ ವಸೂಲಾತಿ ನಿರ್ವಹಣಾ ಶಾಖೆ, ಕರ್ನಾಟಕ ಬ್ಯಾಂಕ್ ಲಿಮಿಟೆಡ್, ಮೊದಲ ಮಹಡಿ, ಬಿ.ಎಚ್. ರಸ್ತೆ, ತುಮಕೂರು-572101 <box>245 741 430 747</box>
page-number: 09 <box>6 4 23 15</box>
notice-title: PUBLIC NOTICE <box>39 84 84 91</box>
case-number: O.S. No. 25770/2016 <box>505 195 566 202</box>
